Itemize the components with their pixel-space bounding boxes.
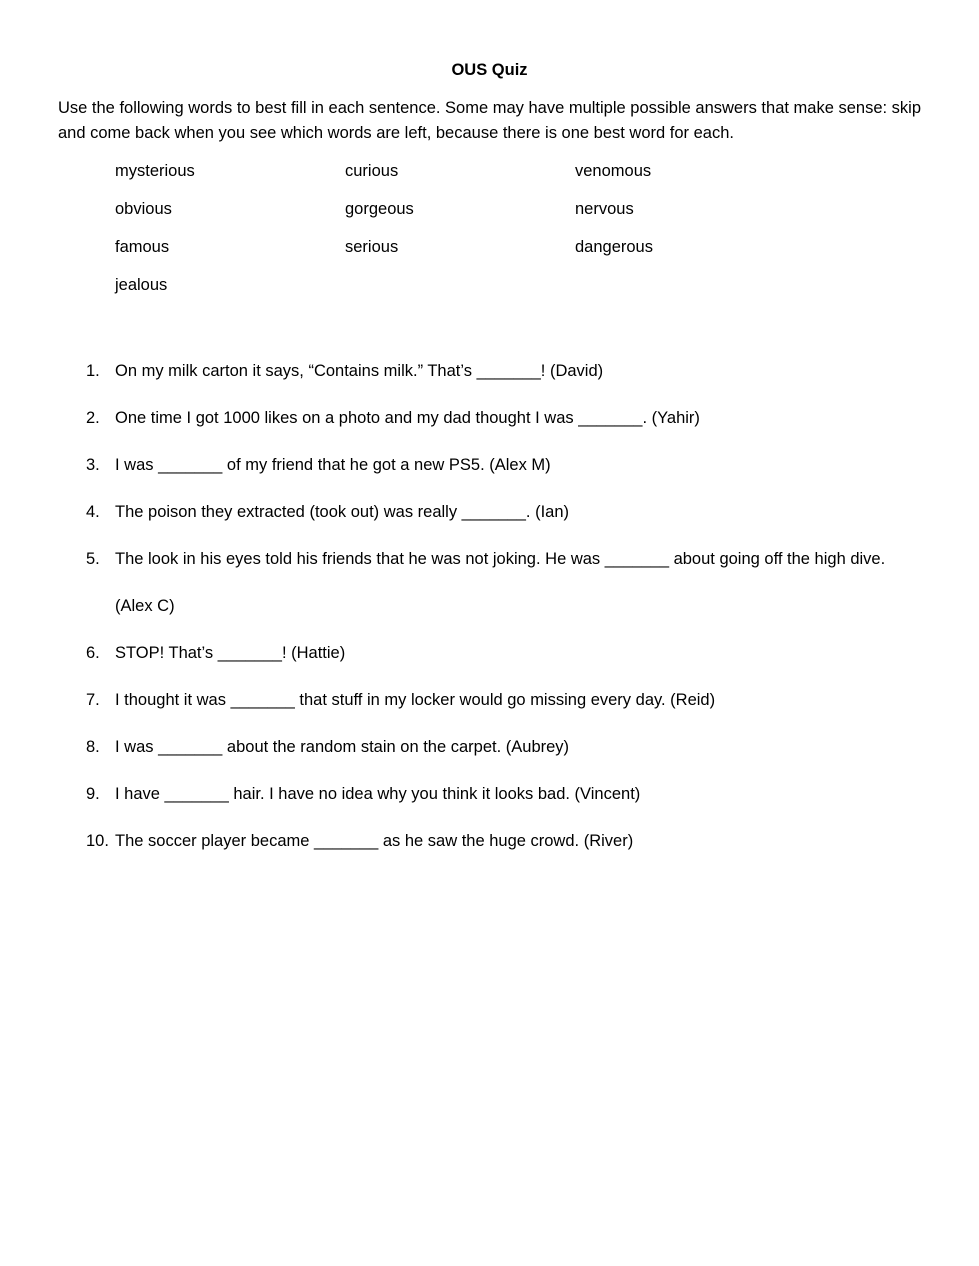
word-bank (115, 158, 815, 310)
question-item (86, 489, 916, 536)
question-item (86, 771, 916, 818)
question-item (86, 630, 916, 677)
question-text: The look in his eyes told his friends that he was not joking. He was _______ about going off the high dive. (Alex C) (115, 550, 886, 615)
question-text: I was _______ of my friend that he got a new PS5. (Alex M) (115, 456, 551, 474)
question-text: I thought it was _______ that stuff in my locker would go missing every day. (Reid) (115, 691, 716, 709)
word-bank-item: famous (115, 238, 170, 256)
question-item (86, 395, 916, 442)
question-text: One time I got 1000 likes on a photo and my dad thought I was _______. (Yahir) (115, 409, 700, 427)
question-number: 1. (86, 362, 100, 380)
question-number: 4. (86, 503, 100, 521)
question-item (86, 677, 916, 724)
question-text: The poison they extracted (took out) was really _______. (Ian) (115, 503, 569, 521)
page-title: OUS Quiz (451, 61, 528, 79)
question-text: The soccer player became _______ as he saw the huge crowd. (River) (115, 832, 634, 850)
question-text: I was _______ about the random stain on the carpet. (Aubrey) (115, 738, 570, 756)
word-bank-item: nervous (575, 200, 634, 218)
question-number: 10. (86, 832, 109, 850)
word-bank-item: mysterious (115, 162, 195, 180)
question-number: 6. (86, 644, 100, 662)
question-number: 5. (86, 550, 100, 568)
question-item (86, 536, 916, 630)
question-item (86, 724, 916, 771)
word-bank-item: gorgeous (345, 200, 414, 218)
question-text: I have _______ hair. I have no idea why you think it looks bad. (Vincent) (115, 785, 641, 803)
instructions-paragraph: Use the following words to best fill in each sentence. Some may have multiple possible answers that make sense: skip and come back when you see which words are left, because there is one best word for each. (58, 99, 922, 142)
question-number: 8. (86, 738, 100, 756)
word-bank-item: jealous (115, 276, 168, 294)
question-text: STOP! That’s _______! (Hattie) (115, 644, 346, 662)
word-bank-item: obvious (115, 200, 172, 218)
question-item (86, 818, 916, 865)
question-number: 2. (86, 409, 100, 427)
question-number: 3. (86, 456, 100, 474)
question-list (86, 348, 916, 865)
word-bank-item: curious (345, 162, 399, 180)
word-bank-item: dangerous (575, 238, 653, 256)
question-number: 9. (86, 785, 100, 803)
word-bank-item: serious (345, 238, 399, 256)
question-item (86, 348, 916, 395)
word-bank-item: venomous (575, 162, 652, 180)
question-item (86, 442, 916, 489)
question-text: On my milk carton it says, “Contains milk.” That’s _______! (David) (115, 362, 604, 380)
question-number: 7. (86, 691, 100, 709)
